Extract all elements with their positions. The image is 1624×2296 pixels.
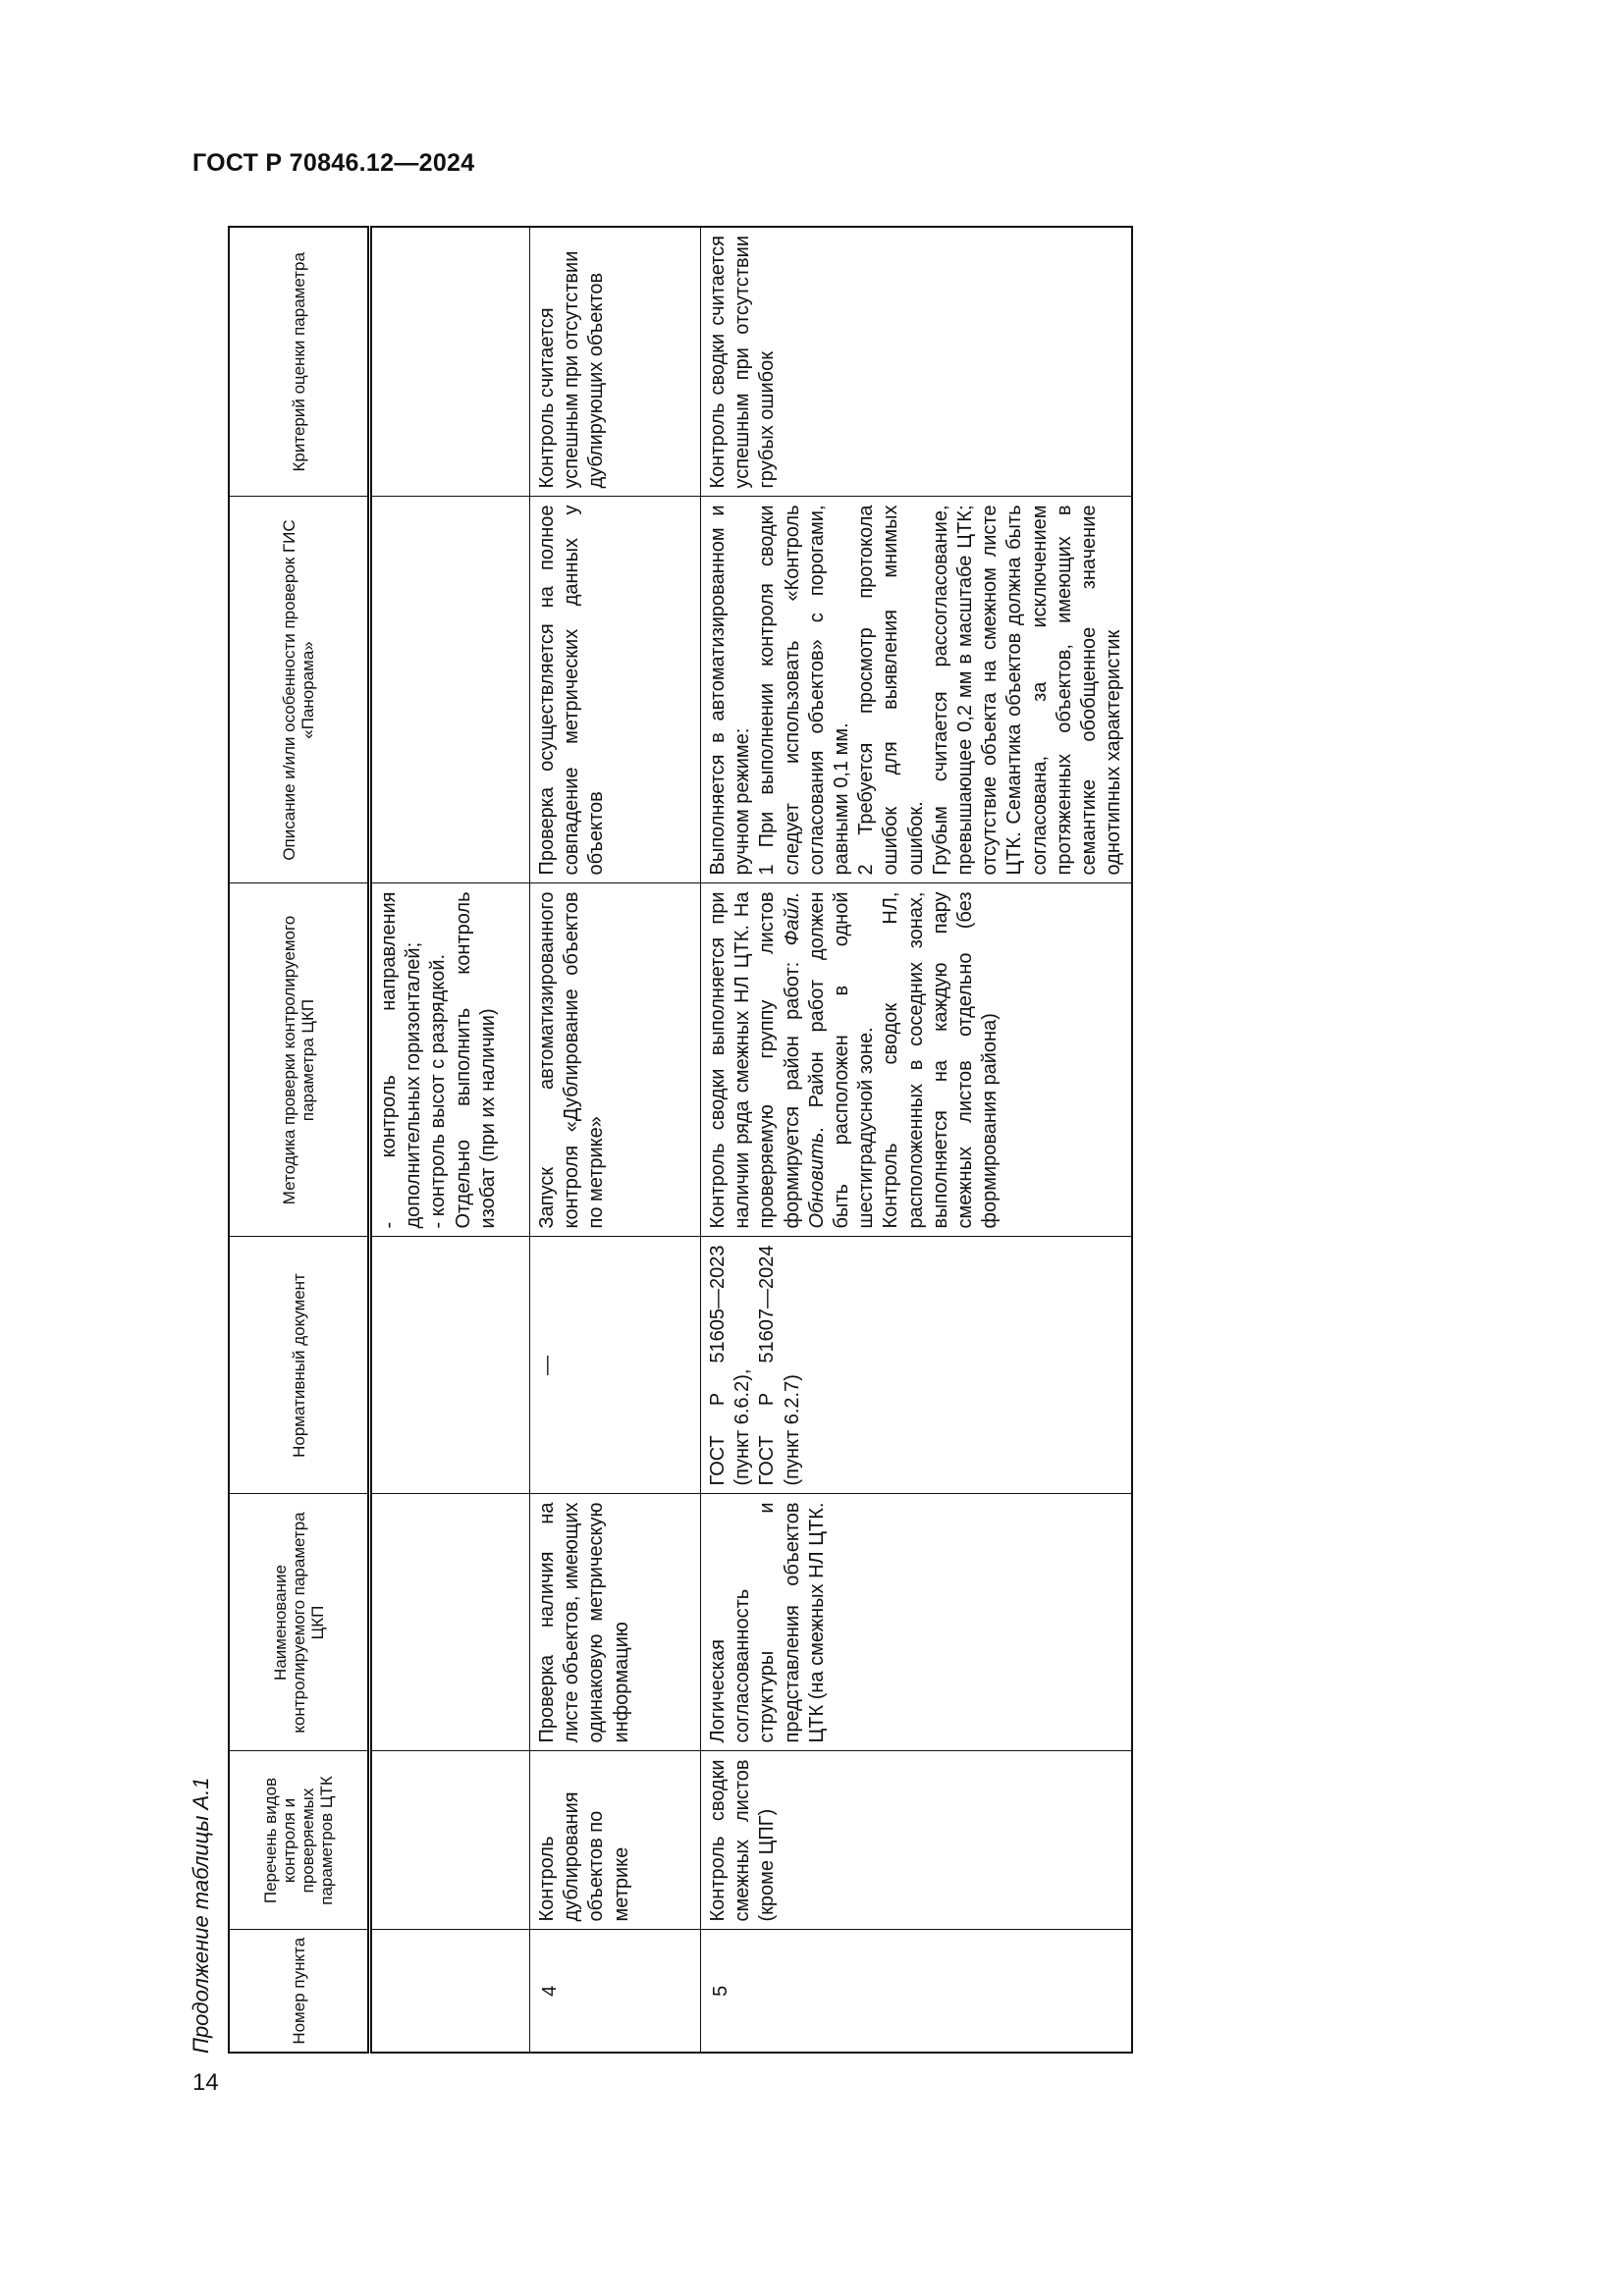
- document-line: ГОСТ Р 51605—2023 (пункт 6.6.2),: [707, 1245, 754, 1486]
- document-line: ГОСТ Р 51607—2024 (пункт 6.2.7): [756, 1245, 803, 1486]
- method-line: - контроль направления дополнительных горизонталей;: [378, 891, 425, 1229]
- description-line: 1 При выполнении контроля сводки следует использовать «Контроль согласования объектов» с порогами, равными 0,1 мм.: [756, 505, 853, 876]
- table-header-row: [229, 227, 370, 2053]
- description-line: Выполняется в автоматизированном и ручном режиме:: [707, 505, 754, 876]
- cell-row-number: 4: [530, 1930, 701, 2053]
- description-line: 2 Требуется просмотр протокола ошибок для выявления мнимых ошибок.: [855, 505, 927, 876]
- table-row-5: [701, 227, 1133, 2053]
- col-header-normative-document: Нормативный документ: [229, 1237, 370, 1494]
- method-text: . Район работ должен быть расположен в одной шестиградусной зоне.: [805, 891, 878, 1229]
- method-text: Контроль сводки выполняется при наличии ряда смежных НЛ ЦТК. На проверяемую группу листов формируется район работ:: [707, 891, 803, 1229]
- cell-document: [701, 1237, 1133, 1494]
- description-line: Грубым считается рассогласование, превышающее 0,2 мм в масштабе ЦТК; отсутствие объекта на смежном листе ЦТК. Семантика объектов должна быть согласована, за исключением протяженных объектов, имеющих в семантике обобщенное значение однотипных характеристик: [929, 505, 1125, 876]
- col-header-criterion: Критерий оценки параметра: [229, 227, 370, 497]
- cell-document: —: [530, 1237, 701, 1494]
- method-line: Отдельно выполнить контроль изобат (при их наличии): [452, 891, 499, 1229]
- method-text: Контроль сводок НЛ, расположенных в соседних зонах, выполняется на каждую пару смежных листов отдельно (без формирования района): [880, 891, 1001, 1229]
- col-header-method: Методика проверки контролируемого параметра ЦКП: [229, 883, 370, 1237]
- cell-empty: [370, 1494, 530, 1751]
- col-header-control-types: Перечень видов контроля и проверяемых параметров ЦТК: [229, 1751, 370, 1930]
- cell-description: Проверка осуществляется на полное совпадение метрических данных у объектов: [530, 497, 701, 883]
- menu-path: Файл. Обновить: [781, 891, 828, 1229]
- cell-criterion: Контроль считается успешным при отсутствии дублирующих объектов: [530, 227, 701, 497]
- page-number: 14: [192, 2069, 219, 2096]
- cell-row-number: 5: [701, 1930, 1133, 2053]
- cell-empty: [370, 1237, 530, 1494]
- cell-parameter: Проверка наличия на листе объектов, имеющих одинаковую метрическую информацию: [530, 1494, 701, 1751]
- rotated-table-block: [189, 228, 1435, 2054]
- cell-empty: [370, 1930, 530, 2053]
- cell-description: [701, 497, 1133, 883]
- standard-header: ГОСТ Р 70846.12—2024: [192, 149, 475, 177]
- cell-method: [701, 883, 1133, 1237]
- cell-criterion: Контроль сводки считается успешным при отсутствии грубых ошибок: [701, 227, 1133, 497]
- table-row-continued: [370, 227, 530, 2053]
- cell-control-type: Контроль дублирования объектов по метрике: [530, 1751, 701, 1930]
- cell-method: Запуск автоматизированного контроля «Дублирование объектов по метрике»: [530, 883, 701, 1237]
- method-line: - контроль высот с разрядкой.: [427, 953, 450, 1229]
- cell-empty: [370, 497, 530, 883]
- cell-control-type: Контроль сводки смежных листов (кроме ЦПГ): [701, 1751, 1133, 1930]
- col-header-parameter-name: Наименование контролируемого параметра ЦКП: [229, 1494, 370, 1751]
- requirements-table: [228, 226, 1133, 2054]
- col-header-description: Описание и/или особенности проверок ГИС «Панорама»: [229, 497, 370, 883]
- table-caption: Продолжение таблицы А.1: [189, 1777, 213, 2054]
- cell-method-continued: [370, 883, 530, 1237]
- col-header-number: Номер пункта: [229, 1930, 370, 2053]
- cell-empty: [370, 227, 530, 497]
- table-row-4: [530, 227, 701, 2053]
- cell-parameter: Логическая согласованность структуры и представления объектов ЦТК (на смежных НЛ ЦТК.: [701, 1494, 1133, 1751]
- cell-empty: [370, 1751, 530, 1930]
